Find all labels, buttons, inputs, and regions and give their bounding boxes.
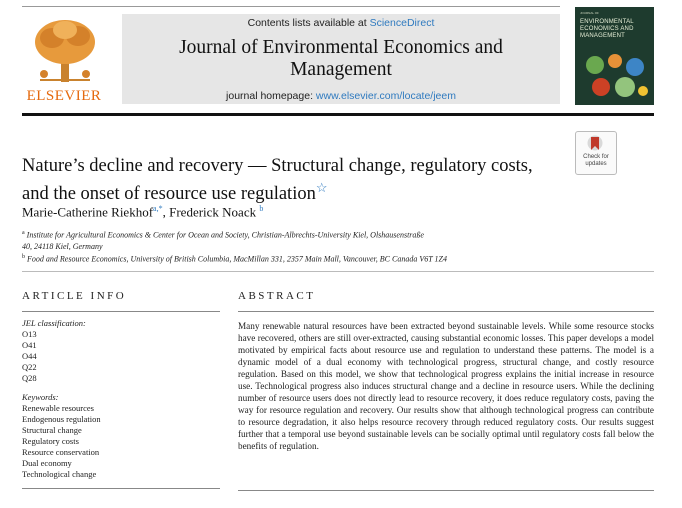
- keyword: Renewable resources: [22, 403, 94, 413]
- publisher-logo-text: ELSEVIER: [26, 88, 102, 104]
- cover-small-text: JOURNAL OF: [580, 11, 599, 15]
- paper-title: [22, 155, 562, 205]
- author-affiliation-mark[interactable]: a,*: [153, 204, 163, 213]
- jel-code: O41: [22, 340, 37, 350]
- contents-line: [122, 17, 560, 29]
- keyword: Structural change: [22, 425, 82, 435]
- keyword: Regulatory costs: [22, 436, 79, 446]
- elsevier-tree-icon: [30, 16, 100, 86]
- keywords-list: [22, 392, 222, 480]
- homepage-prefix: journal homepage:: [226, 90, 316, 102]
- contents-prefix: Contents lists available at: [247, 17, 370, 29]
- affiliation-b: [22, 252, 642, 265]
- jel-code: Q22: [22, 362, 37, 372]
- author-list: [22, 204, 622, 220]
- homepage-line: [122, 90, 560, 102]
- keywords-label: Keywords:: [22, 392, 59, 402]
- title-footnote-icon[interactable]: ☆: [315, 180, 328, 195]
- affiliation-b-text: Food and Resource Economics, University of British Columbia, MacMillan 331, 2357 Main Mall, Vancouver, BC Canada V6T 1Z4: [27, 254, 447, 264]
- author-name[interactable]: Marie-Catherine Riekhof: [22, 204, 154, 220]
- affiliation-mark: a: [22, 230, 25, 236]
- jel-code: O44: [22, 351, 37, 361]
- paper-title-text: Nature’s decline and recovery — Structural change, regulatory costs, and the onset of resource use regulation: [22, 156, 533, 205]
- sciencedirect-link[interactable]: ScienceDirect: [369, 17, 435, 29]
- affiliation-a-line2: 40, 24118 Kiel, Germany: [22, 241, 103, 251]
- author-separator: ,: [162, 204, 170, 220]
- keyword: Technological change: [22, 469, 97, 479]
- bookmark-icon: [587, 135, 603, 153]
- jel-code: O13: [22, 329, 37, 339]
- jel-label: JEL classification:: [22, 318, 86, 328]
- keyword: Resource conservation: [22, 447, 100, 457]
- keyword: Dual economy: [22, 458, 72, 468]
- jel-classification: [22, 318, 222, 384]
- header-rule: [22, 113, 654, 116]
- abstract-heading: ABSTRACT: [238, 290, 316, 302]
- affiliation-a-line1: Institute for Agricultural Economics & Center for Ocean and Society, Christian-Albrechts-University Kiel, Olshausenstraße: [26, 230, 424, 240]
- article-info-bottom-rule: [22, 488, 220, 489]
- section-divider: [22, 271, 654, 272]
- journal-cover[interactable]: [575, 7, 654, 105]
- author-name[interactable]: Frederick Noack: [169, 204, 257, 220]
- journal-title[interactable]: Journal of Environmental Economics and Management: [179, 37, 503, 80]
- cover-title: ENVIRONMENTAL ECONOMICS AND MANAGEMENT: [580, 19, 634, 39]
- header-top-rule: [22, 6, 560, 7]
- homepage-link[interactable]: www.elsevier.com/locate/jeem: [315, 90, 456, 102]
- check-updates-line1: Check for: [583, 154, 609, 160]
- abstract-text: Many renewable natural resources have been extracted beyond sustainable levels. While some resource stocks have recovered, others are still over-extracted, causing substantial economic losses. This paper develops a model motivated by empirical facts about resource use and regulation to understand these patterns. The model is a dynamic model of a dual economy with technological progress, structural change, and costly resource regulation. Based on this model, we show that technological progress explains the initial increase in resource use. Technological progress also induces structural change and a decline in resource users. While the declining number of resource users does not directly lead to resource recovery, it does reduce regulatory costs, paving the way for resource regulation and recovery. Our results show that although technological progress can contribute to resource degradation, it also helps resource recovery through reduced regulatory costs. Our results suggest further that a temporal use beyond sustainable levels can be socially optimal until regulatory costs fall below the benefits of regulation.: [238, 321, 654, 451]
- abstract-bottom-rule: [238, 490, 654, 491]
- article-info-rule: [22, 311, 220, 312]
- cover-art-icon: [581, 51, 649, 103]
- keyword: Endogenous regulation: [22, 414, 101, 424]
- author-affiliation-mark[interactable]: b: [259, 204, 264, 213]
- check-updates-line2: updates: [585, 161, 607, 167]
- check-for-updates-label: [575, 154, 617, 168]
- abstract-rule: [238, 311, 654, 312]
- jel-code: Q28: [22, 373, 37, 383]
- affiliation-a: [22, 228, 642, 252]
- affiliation-mark: b: [22, 254, 25, 260]
- article-info-heading: ARTICLE INFO: [22, 290, 127, 302]
